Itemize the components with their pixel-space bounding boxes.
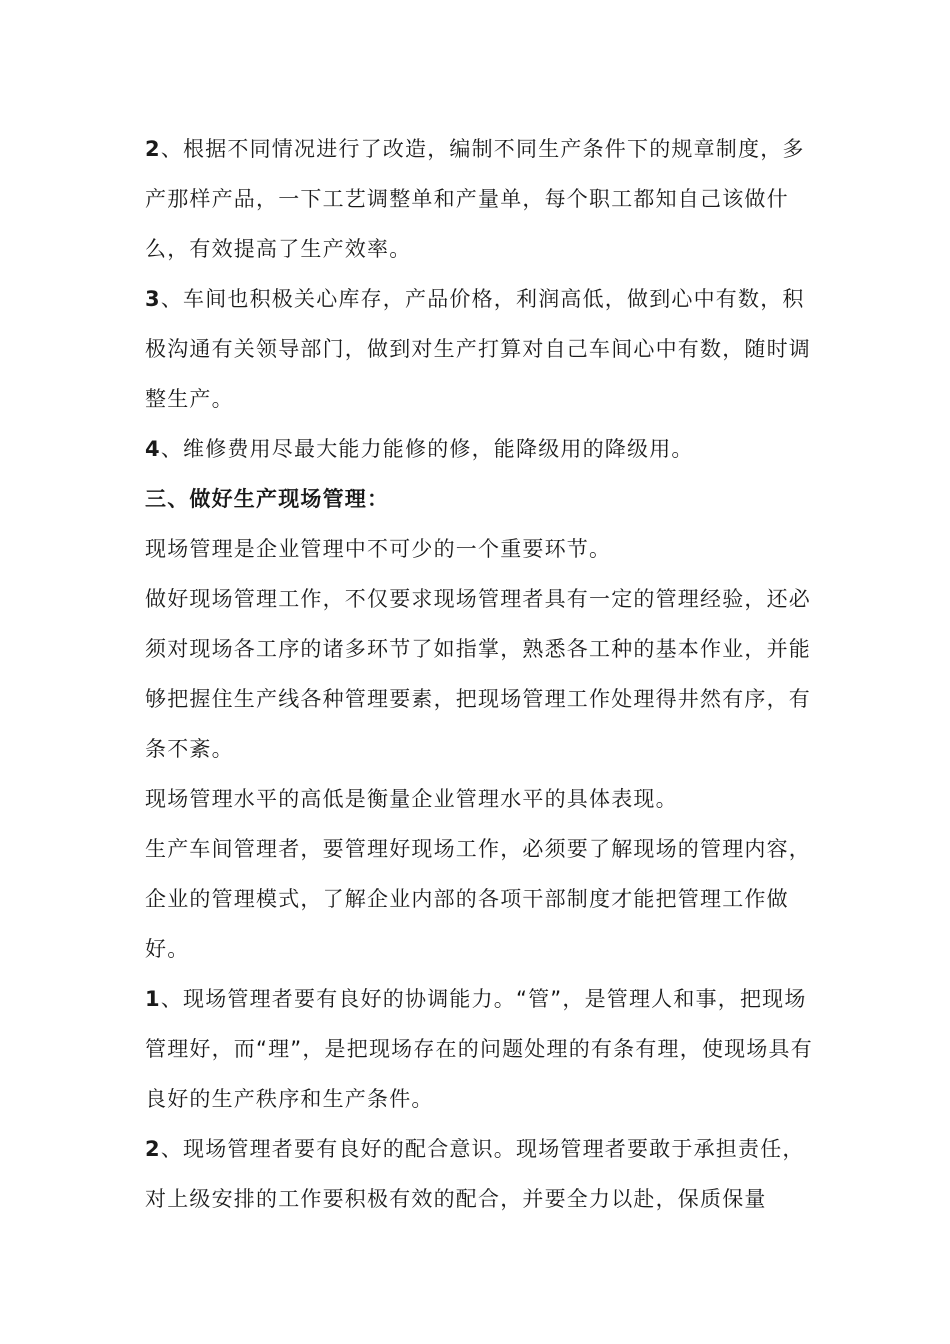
paragraph-10 <box>145 1124 825 1224</box>
body-text <box>145 124 825 1224</box>
paragraph-text: 、现场管理者要有良好的协调能力。“管”，是管理人和事，把现场管理好，而“理”，是把现场存在的问题处理的有条有理，使现场具有良好的生产秩序和生产条件。 <box>145 987 813 1111</box>
paragraph-6: 做好现场管理工作，不仅要求现场管理者具有一定的管理经验，还必须对现场各工序的诸多环节了如指掌，熟悉各工种的基本作业，并能够把握住生产线各种管理要素，把现场管理工作处理得井然有序，有条不紊。 <box>145 587 811 761</box>
paragraph-text: 、根据不同情况进行了改造，编制不同生产条件下的规章制度，多产那样产品，一下工艺调整单和产量单，每个职工都知自己该做什么，有效提高了生产效率。 <box>145 137 805 261</box>
item-number: 1 <box>145 987 161 1011</box>
item-number: 2 <box>145 137 161 161</box>
item-number: 2 <box>145 1137 161 1161</box>
paragraph-5: 现场管理是企业管理中不可少的一个重要环节。 <box>145 537 612 561</box>
paragraph-9 <box>145 974 825 1124</box>
section-heading: 三、做好生产现场管理： <box>145 487 390 511</box>
paragraph-8: 生产车间管理者，要管理好现场工作，必须要了解现场的管理内容，企业的管理模式，了解企业内部的各项干部制度才能把管理工作做好。 <box>145 837 811 961</box>
paragraph-text: 、现场管理者要有良好的配合意识。现场管理者要敢于承担责任，对上级安排的工作要积极有效的配合，并要全力以赴，保质保量 <box>145 1137 805 1211</box>
item-number: 4 <box>145 437 161 461</box>
paragraph-3 <box>145 424 825 474</box>
paragraph-1 <box>145 124 825 274</box>
paragraph-text: 、维修费用尽最大能力能修的修，能降级用的降级用。 <box>160 437 694 461</box>
paragraph-text: 、车间也积极关心库存，产品价格，利润高低，做到心中有数，积极沟通有关领导部门，做到对生产打算对自己车间心中有数，随时调整生产。 <box>145 287 811 411</box>
paragraph-7: 现场管理水平的高低是衡量企业管理水平的具体表现。 <box>145 787 678 811</box>
item-number: 3 <box>145 287 161 311</box>
paragraph-2 <box>145 274 825 424</box>
